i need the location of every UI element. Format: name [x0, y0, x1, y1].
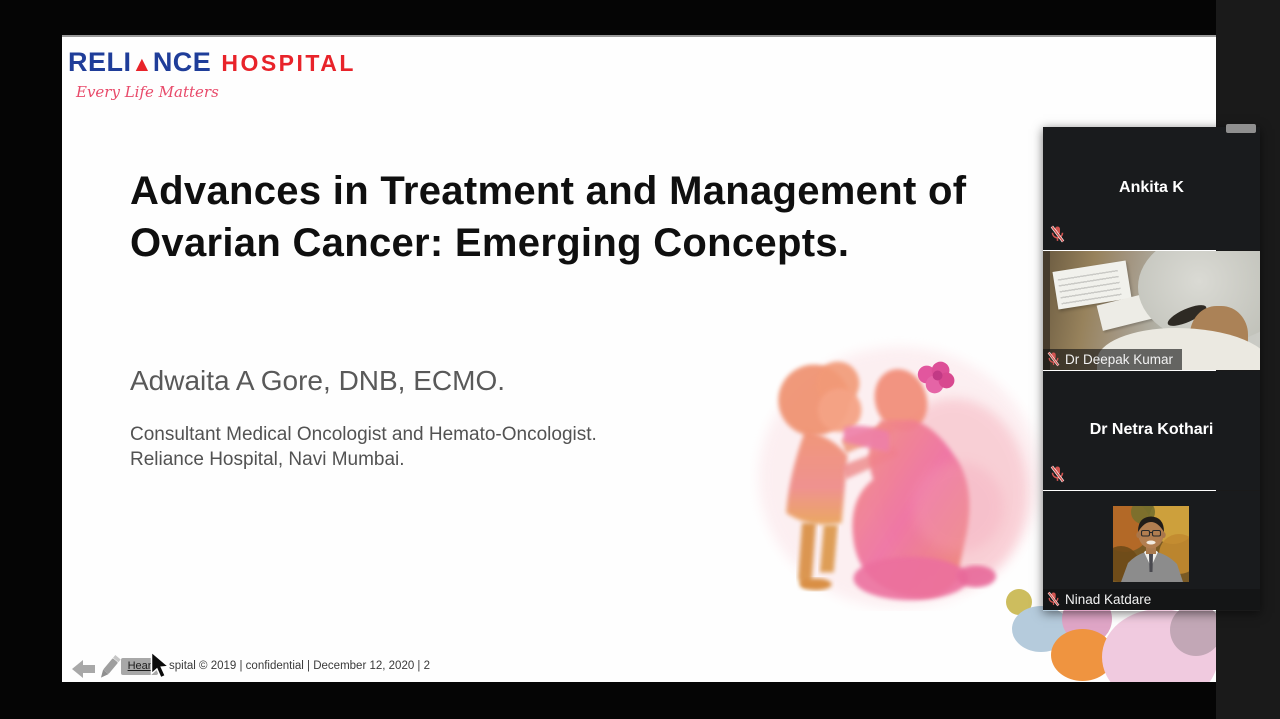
deco-circle-graypink: [1170, 604, 1216, 656]
brand-part2: NCE: [152, 47, 212, 77]
participant-tile-ankita-k[interactable]: [1043, 127, 1260, 250]
participant-tile-ninad-katdare[interactable]: [1043, 491, 1260, 610]
author-name: Adwaita A Gore, DNB, ECMO.: [130, 365, 506, 396]
pen-annotate-button[interactable]: [96, 655, 122, 682]
panel-scrollbar[interactable]: [1226, 124, 1256, 133]
author-credentials: [130, 422, 597, 472]
participant-name: Dr Deepak Kumar: [1065, 351, 1174, 367]
participant-tile-dr-deepak-kumar[interactable]: [1043, 251, 1260, 370]
credentials-line2: Reliance Hospital, Navi Mumbai.: [130, 449, 405, 470]
brand-wordmark: [68, 47, 356, 80]
participant-tile-dr-netra-kothari[interactable]: [1043, 371, 1260, 490]
brand-part1: RELI: [68, 47, 132, 77]
muted-mic-icon: [1047, 591, 1060, 607]
participant-name: Dr Netra Kothari: [1089, 420, 1214, 438]
brand-triangle-icon: ▲: [131, 53, 153, 76]
participants-panel: [1043, 127, 1260, 611]
brand-hospital-text: HOSPITAL: [221, 50, 356, 76]
mother-child-watercolor-illustration: [750, 329, 1048, 611]
previous-slide-button[interactable]: [72, 659, 96, 679]
slide-footer: [62, 655, 1216, 682]
muted-mic-icon: [1050, 225, 1065, 243]
muted-mic-icon: [1050, 465, 1065, 483]
slide-footer-text: spital © 2019 | confidential | December 12, 2020 | 2: [169, 660, 431, 672]
muted-mic-icon: [1047, 351, 1060, 367]
brand-tagline: Every Life Matters: [76, 83, 219, 101]
slide-title-line1: Advances in Treatment and Management of: [130, 169, 967, 213]
name-label: [1043, 589, 1260, 610]
credentials-line1: Consultant Medical Oncologist and Hemato-Oncologist.: [130, 424, 597, 445]
participant-photo: [1113, 506, 1189, 582]
hear-tooltip[interactable]: Hear: [121, 658, 158, 675]
reliance-hospital-logo: [68, 47, 356, 101]
slide-title-line2: Ovarian Cancer: Emerging Concepts.: [130, 221, 850, 265]
slide-title: [130, 165, 1110, 269]
participant-name: Ankita K: [1119, 178, 1184, 196]
participant-name: Ninad Katdare: [1065, 591, 1152, 607]
mouse-cursor-icon: [150, 652, 171, 679]
name-label: [1043, 349, 1182, 370]
